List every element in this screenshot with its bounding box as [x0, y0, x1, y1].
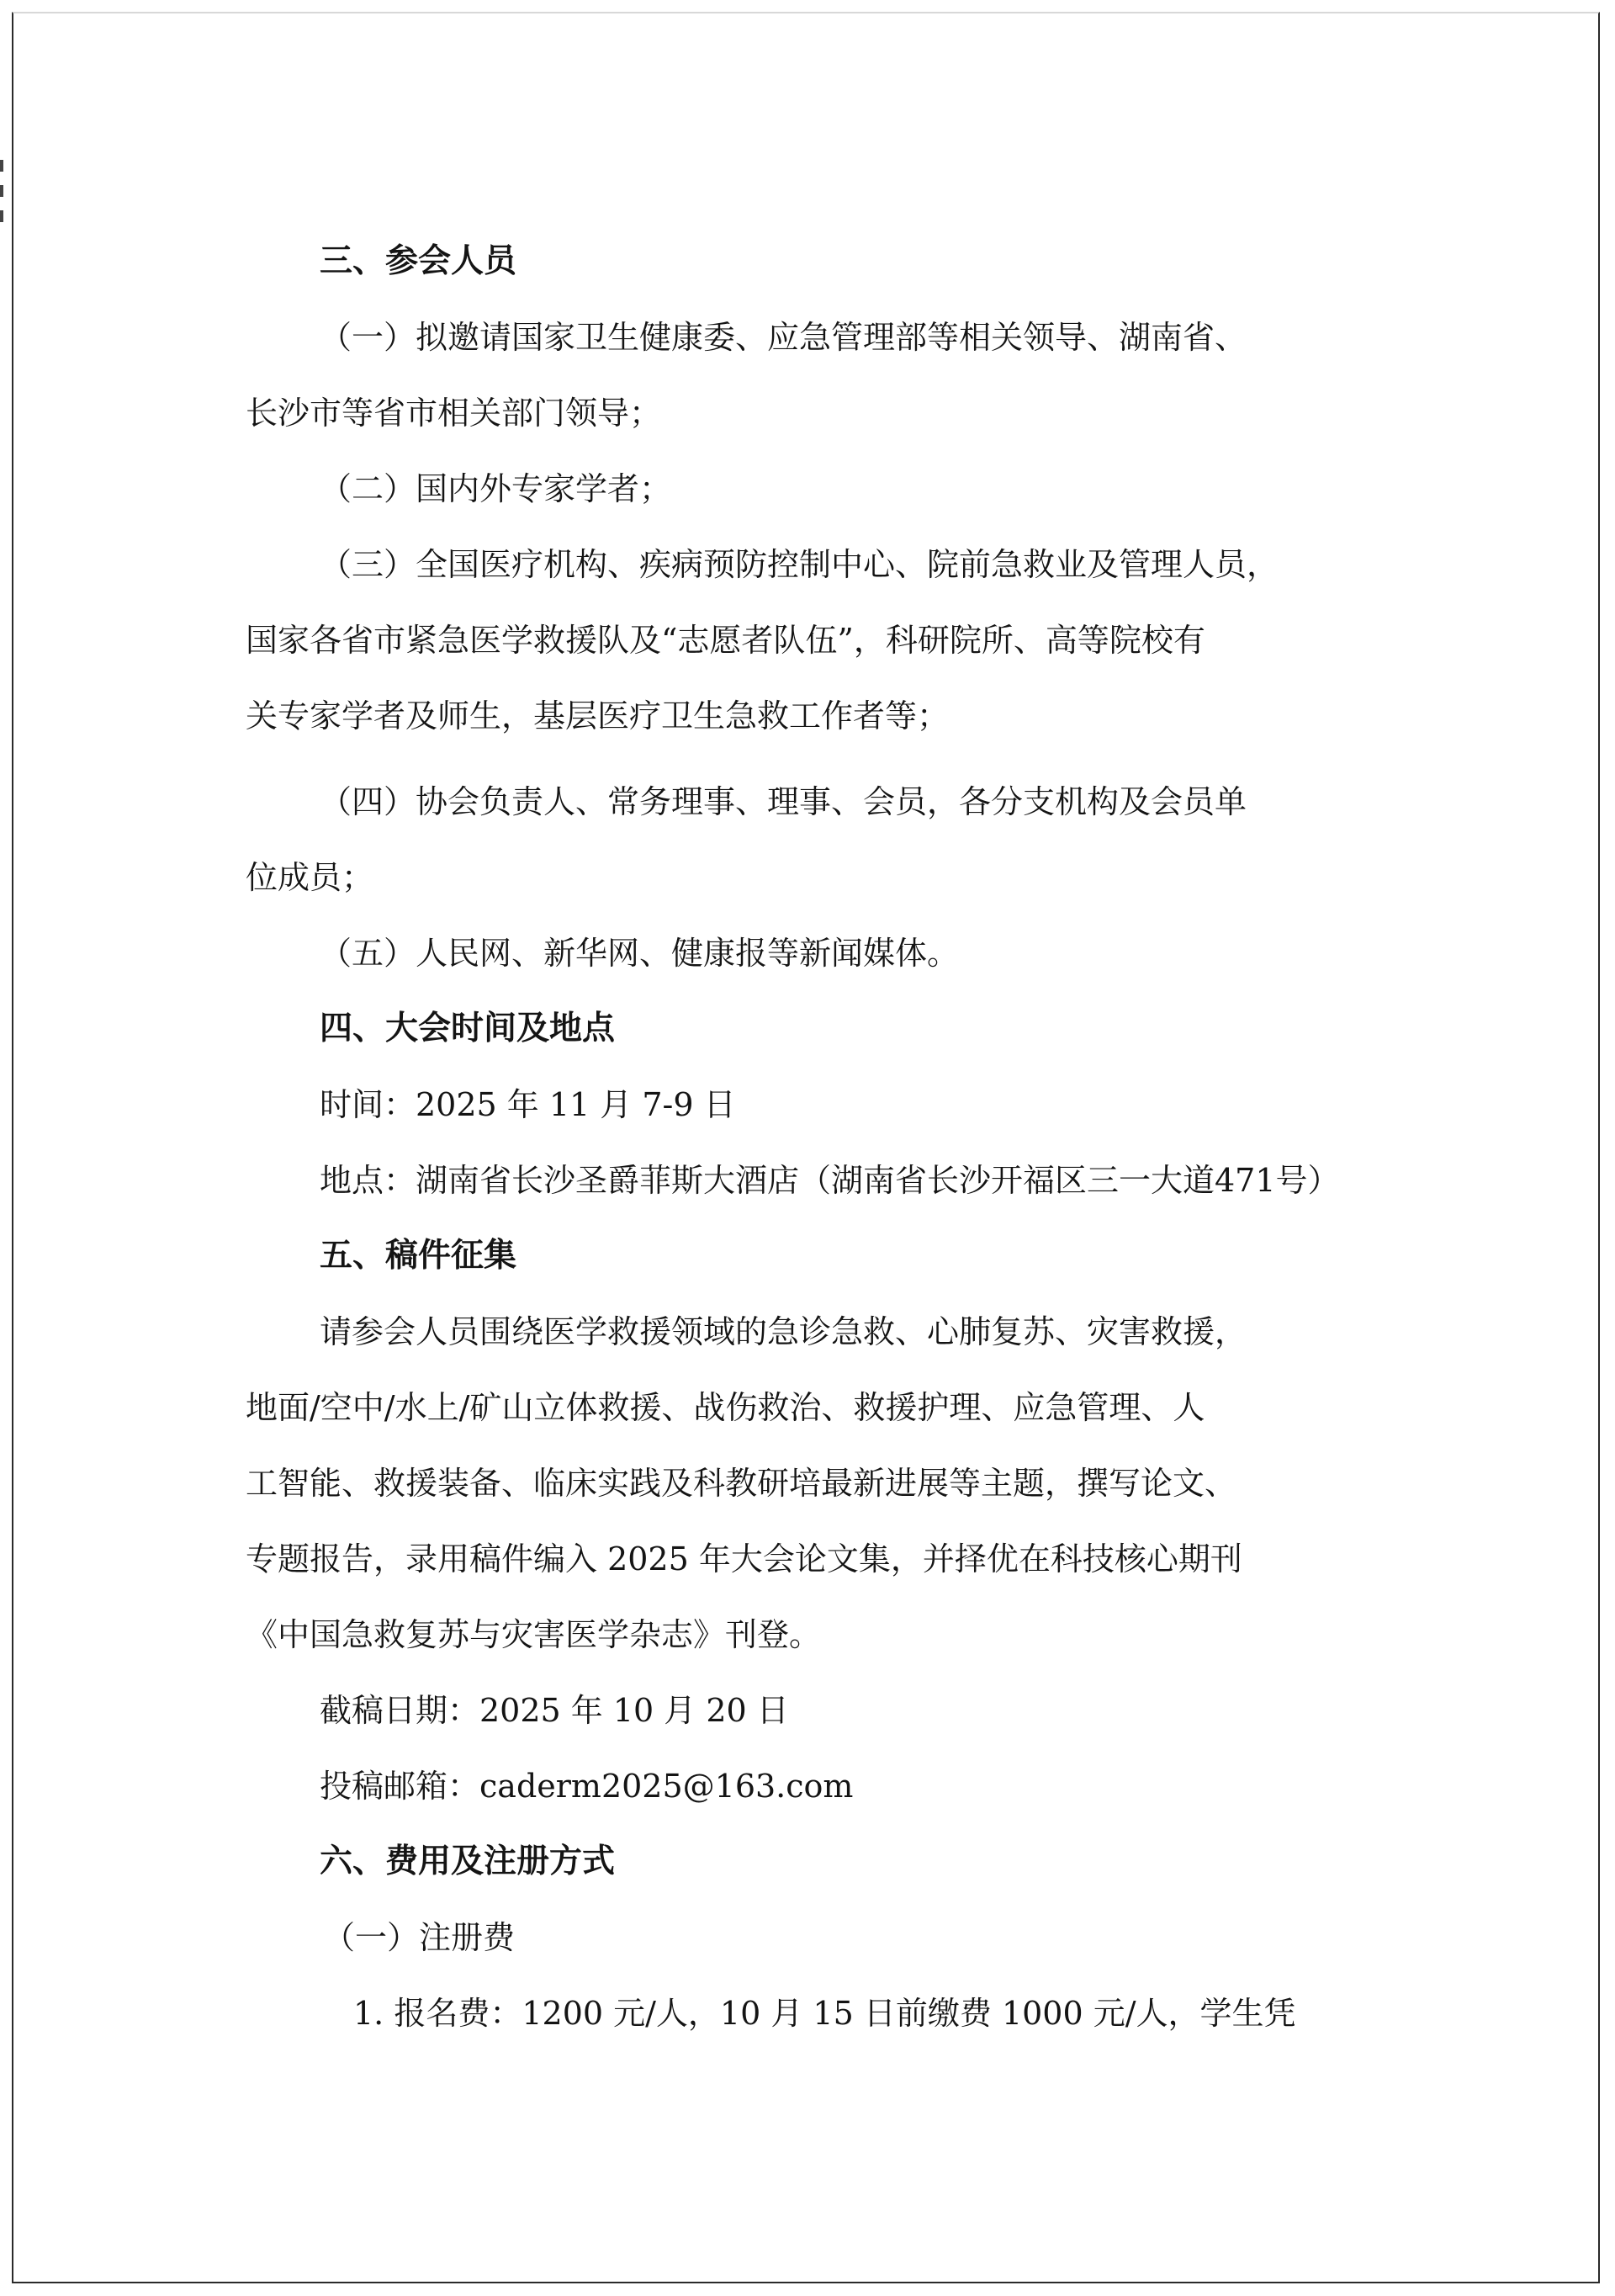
paragraph-line: 工智能、救援装备、临床实践及科教研培最新进展等主题，撰写论文、	[246, 1465, 1237, 1502]
paragraph-line: 国家各省市紧急医学救援队及“志愿者队伍”，科研院所、高等院校有	[246, 622, 1205, 659]
meeting-time: 时间：2025 年 11 月 7-9 日	[320, 1086, 736, 1123]
submission-email: 投稿邮箱：caderm2025@163.com	[320, 1768, 854, 1805]
paragraph-line: （四）协会负责人、常务理事、理事、会员，各分支机构及会员单	[320, 783, 1247, 820]
paragraph-line: 关专家学者及师生，基层医疗卫生急救工作者等；	[246, 697, 950, 734]
paragraph-line: 地面/空中/水上/矿山立体救援、战伤救治、救援护理、应急管理、人	[246, 1389, 1205, 1426]
paragraph-line: （三）全国医疗机构、疾病预防控制中心、院前急救业及管理人员，	[320, 546, 1279, 583]
document-body	[246, 242, 1406, 2033]
paragraph-line: （一）注册费	[323, 1919, 516, 1956]
paragraph-line: 位成员；	[246, 859, 374, 896]
paragraph-line: （一）拟邀请国家卫生健康委、应急管理部等相关领导、湖南省、	[320, 319, 1247, 356]
paragraph-line: 长沙市等省市相关部门领导；	[246, 395, 662, 432]
paragraph-line: 请参会人员围绕医学救援领域的急诊急救、心肺复苏、灾害救援，	[320, 1313, 1247, 1350]
section-heading-submissions: 五、稿件征集	[320, 1237, 517, 1275]
paragraph-line: 《中国急救复苏与灾害医学杂志》刊登。	[246, 1616, 822, 1653]
meeting-location: 地点：湖南省长沙圣爵菲斯大酒店（湖南省长沙开福区三一大道471号）	[320, 1162, 1340, 1199]
section-heading-fees: 六、费用及注册方式	[320, 1843, 616, 1880]
paragraph-line: （五）人民网、新华网、健康报等新闻媒体。	[320, 935, 960, 972]
section-heading-attendees: 三、参会人员	[320, 242, 517, 280]
fee-item: 1. 报名费：1200 元/人，10 月 15 日前缴费 1000 元/人，学生凭	[353, 1995, 1296, 2032]
paragraph-line: 专题报告，录用稿件编入 2025 年大会论文集，并择优在科技核心期刊	[246, 1540, 1242, 1578]
paragraph-line: （二）国内外专家学者；	[320, 470, 672, 507]
section-heading-time-location: 四、大会时间及地点	[320, 1010, 616, 1047]
scan-edge-marks	[0, 160, 7, 236]
submission-deadline: 截稿日期：2025 年 10 月 20 日	[320, 1692, 789, 1729]
